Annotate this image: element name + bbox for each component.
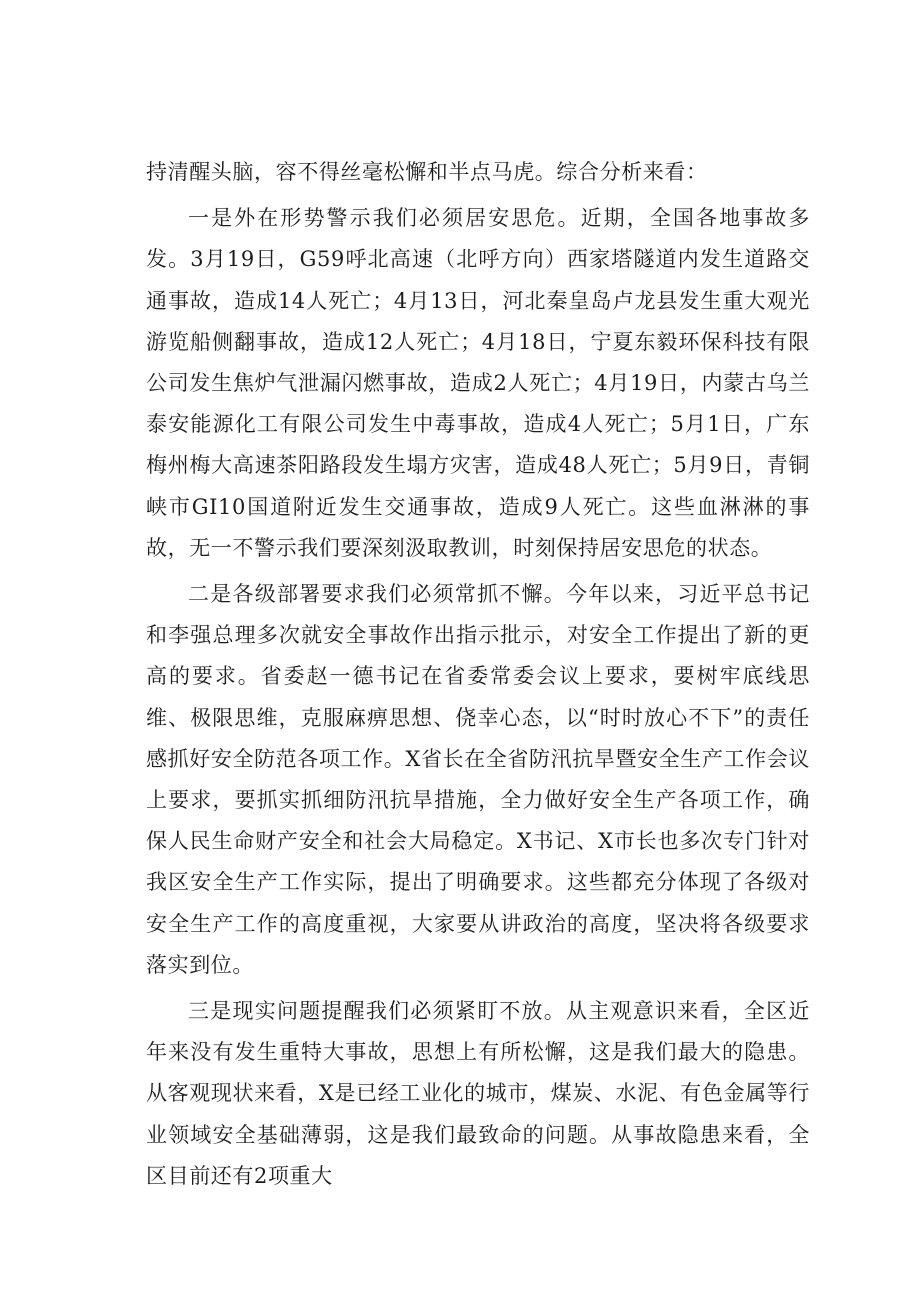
paragraph-point-one: 一是外在形势警示我们必须居安思危。近期，全国各地事故多发。3月19日，G59呼北高速（北呼方向）西家塔隧道内发生道路交通事故，造成14人死亡；4月13日，河北秦皇岛卢龙县发生重大观光游览船侧翻事故，造成12人死亡；4月18日，宁夏东毅环保科技有限公司发生焦炉气泄漏闪燃事故，造成2人死亡；4月19日，内蒙古乌兰泰安能源化工有限公司发生中毒事故，造成4人死亡；5月1日，广东梅州梅大高速茶阳路段发生塌方灾害，造成48人死亡；5月9日，青铜峡市GI10国道附近发生交通事故，造成9人死亡。这些血淋淋的事故，无一不警示我们要深刻汲取教训，时刻保持居安思危的状态。 (146, 206, 810, 560)
paragraph-intro-continuation: 持清醒头脑，容不得丝毫松懈和半点马虎。综合分析来看： (146, 160, 708, 184)
paragraph-point-three: 三是现实问题提醒我们必须紧盯不放。从主观意识来看，全区近年来没有发生重特大事故，思想上有所松懈，这是我们最大的隐患。从客观现状来看，X是已经工业化的城市，煤炭、水泥、有色金属等行业领域安全基础薄弱，这是我们最致命的问题。从事故隐患来看，全区目前还有2项重大 (146, 999, 810, 1188)
paragraph-point-two: 二是各级部署要求我们必须常抓不懈。今年以来，习近平总书记和李强总理多次就安全事故作出指示批示，对安全工作提出了新的更高的要求。省委赵一德书记在省委常委会议上要求，要树牢底线思维、极限思维，克服麻痹思想、侥幸心态，以“时时放心不下”的责任感抓好安全防范各项工作。X省长在全省防汛抗旱暨安全生产工作会议上要求，要抓实抓细防汛抗旱措施，全力做好安全生产各项工作，确保人民生命财产安全和社会大局稳定。X书记、X市长也多次专门针对我区安全生产工作实际，提出了明确要求。这些都充分体现了各级对安全生产工作的高度重视，大家要从讲政治的高度，坚决将各级要求落实到位。 (146, 582, 810, 977)
